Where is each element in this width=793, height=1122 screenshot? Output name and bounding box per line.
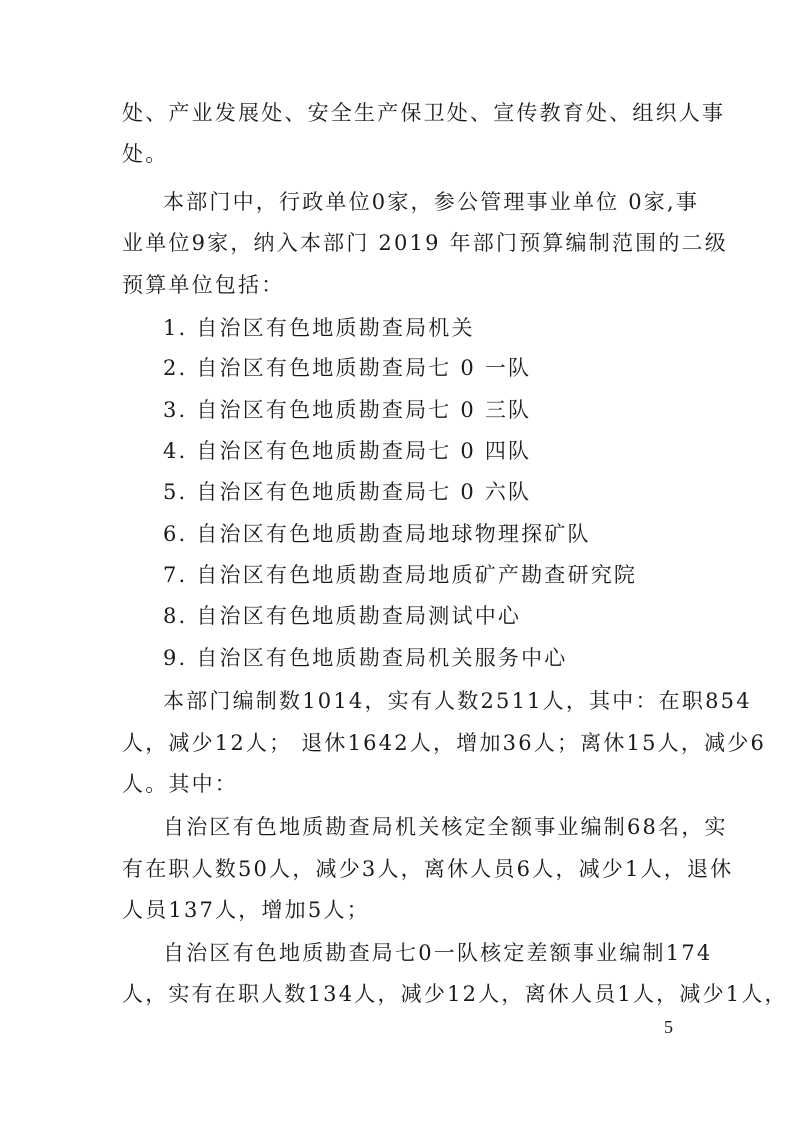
- list-item: 4. 自治区有色地质勘查局七 0 四队: [163, 439, 532, 463]
- text-line: 人员137人，增加5人；: [122, 898, 370, 922]
- text-line: 本部门中，行政单位0家，参公管理事业单位 0家,事: [163, 190, 700, 214]
- list-item: 3. 自治区有色地质勘查局七 0 三队: [163, 398, 532, 422]
- text-line: 本部门编制数1014，实有人数2511人，其中：在职854: [163, 689, 752, 713]
- text-line: 自治区有色地质勘查局七0一队核定差额事业编制174: [163, 941, 713, 965]
- list-item: 6. 自治区有色地质勘查局地球物理探矿队: [163, 522, 591, 546]
- page-number: 5: [664, 1017, 673, 1037]
- text-line: 人，实有在职人数134人，减少12人，离休人员1人，减少1人，: [122, 982, 788, 1006]
- list-item: 1. 自治区有色地质勘查局机关: [163, 316, 475, 340]
- text-line: 预算单位包括：: [122, 273, 285, 297]
- text-line: 有在职人数50人，减少3人，离休人员6人，减少1人，退休: [122, 857, 734, 881]
- list-item: 2. 自治区有色地质勘查局七 0 一队: [163, 356, 532, 380]
- list-item: 5. 自治区有色地质勘查局七 0 六队: [163, 480, 532, 504]
- text-line: 人。其中：: [122, 772, 238, 796]
- text-line: 处、产业发展处、安全生产保卫处、宣传教育处、组织人事: [122, 101, 726, 125]
- text-line: 人，减少12人； 退休1642人，增加36人；离休15人，减少6: [122, 731, 767, 755]
- list-item: 9. 自治区有色地质勘查局机关服务中心: [163, 646, 568, 670]
- text-line: 处。: [122, 142, 169, 166]
- list-item: 7. 自治区有色地质勘查局地质矿产勘查研究院: [163, 563, 638, 587]
- text-line: 业单位9家，纳入本部门 2019 年部门预算编制范围的二级: [122, 231, 728, 255]
- list-item: 8. 自治区有色地质勘查局测试中心: [163, 604, 522, 628]
- text-line: 自治区有色地质勘查局机关核定全额事业编制68名，实: [163, 815, 728, 839]
